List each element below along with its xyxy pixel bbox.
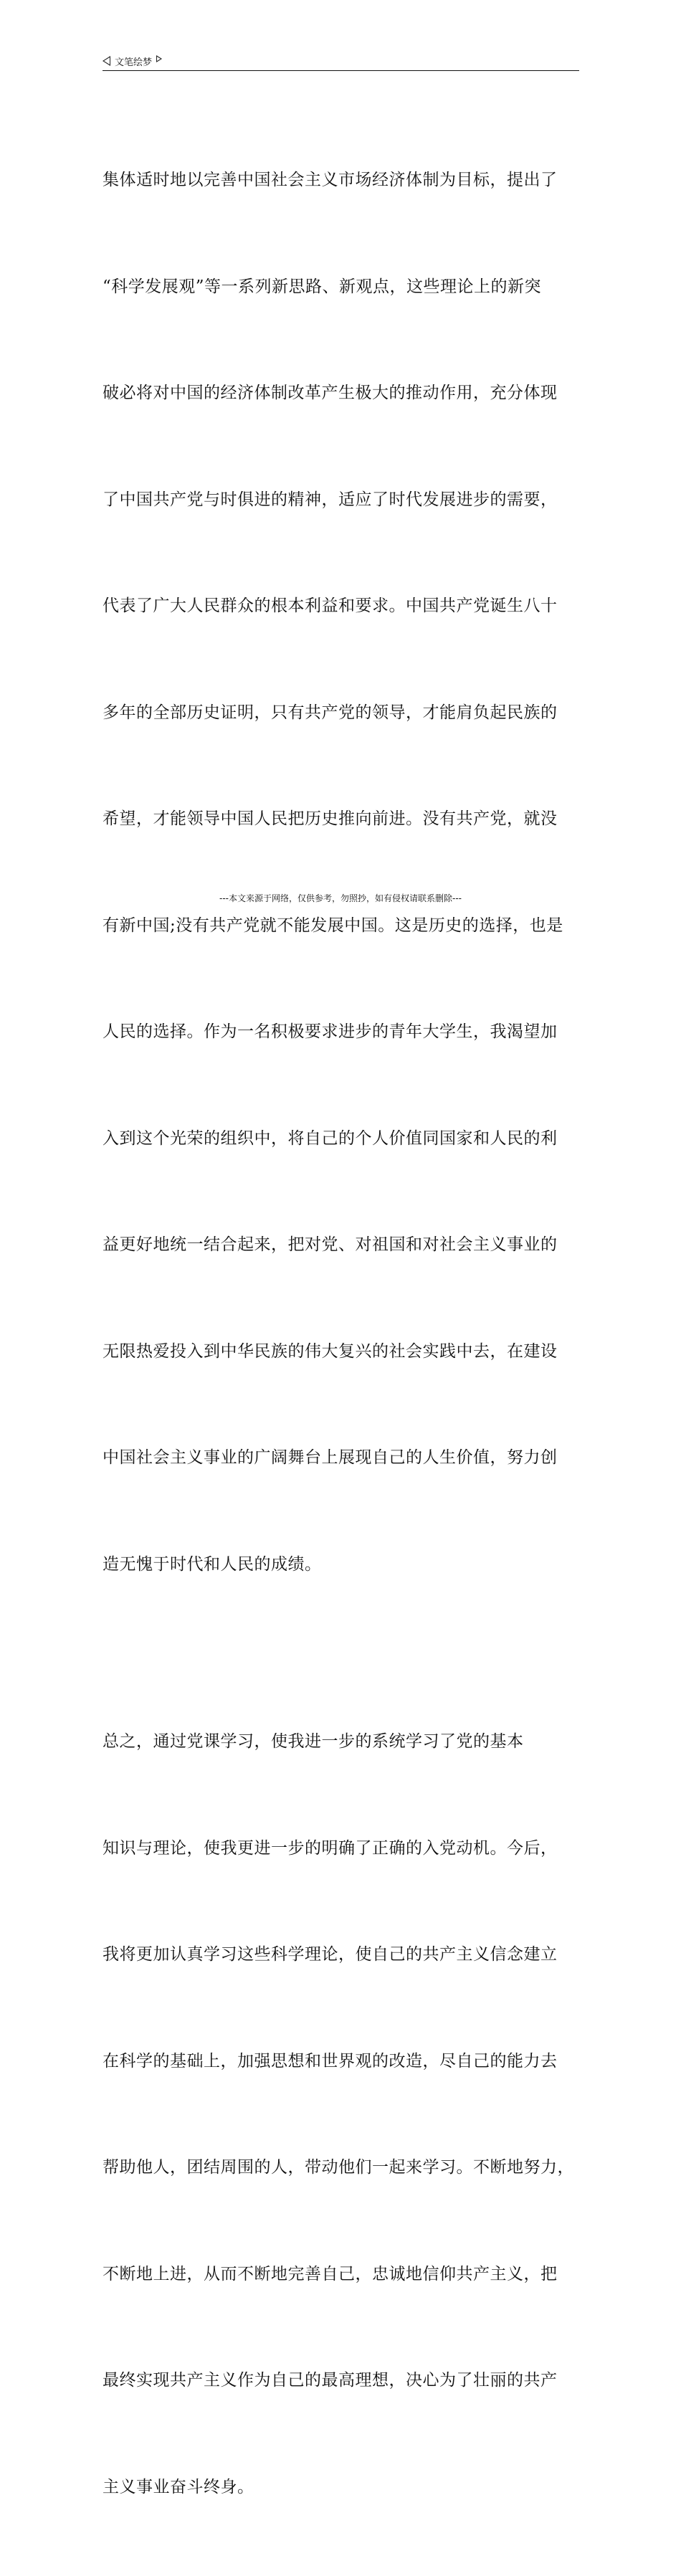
text-line: 最终实现共产主义作为自己的最高理想，决心为了壮丽的共产 bbox=[103, 2371, 558, 2390]
header-title: 文笔绘梦 bbox=[115, 57, 153, 68]
text-line: 有新中国;没有共产党就不能发展中国。这是历史的选择，也是 bbox=[103, 916, 563, 935]
text-line: 总之，通过党课学习，使我进一步的系统学习了党的基本 bbox=[103, 1732, 524, 1751]
triangle-left-icon bbox=[103, 56, 110, 66]
header-rule bbox=[103, 70, 579, 71]
text-line: 益更好地统一结合起来，把对党、对祖国和对社会主义事业的 bbox=[103, 1235, 558, 1254]
text-line: 破必将对中国的经济体制改革产生极大的推动作用，充分体现 bbox=[103, 384, 558, 402]
text-line: 无限热爱投入到中华民族的伟大复兴的社会实践中去，在建设 bbox=[103, 1341, 558, 1361]
text-line: 知识与理论，使我更进一步的明确了正确的入党动机。今后， bbox=[103, 1838, 558, 1858]
text-line: 入到这个光荣的组织中，将自己的个人价值同国家和人民的利 bbox=[103, 1128, 558, 1148]
text-line: 在科学的基础上，加强思想和世界观的改造，尽自己的能力去 bbox=[103, 2051, 558, 2071]
text-line: 不断地上进，从而不断地完善自己，忠诚地信仰共产主义，把 bbox=[103, 2264, 558, 2283]
body-text bbox=[103, 92, 583, 2576]
triangle-right-icon bbox=[156, 55, 162, 62]
text-line: 希望，才能领导中国人民把历史推向前进。没有共产党，就没 bbox=[103, 809, 558, 828]
text-line: “科学发展观”等一系列新思路、新观点，这些理论上的新突 bbox=[103, 277, 542, 296]
text-line: 多年的全部历史证明，只有共产党的领导，才能肩负起民族的 bbox=[103, 703, 558, 722]
text-line: 中国社会主义事业的广阔舞台上展现自己的人生价值，努力创 bbox=[103, 1448, 558, 1467]
text-line: 造无愧于时代和人民的成绩。 bbox=[103, 1554, 322, 1574]
text-line: 人民的选择。作为一名积极要求进步的青年大学生，我渴望加 bbox=[103, 1022, 558, 1041]
paragraph-1 bbox=[103, 92, 583, 1653]
footer-disclaimer: ---本文来源于网络，仅供参考，勿照抄，如有侵权请联系删除--- bbox=[219, 893, 462, 903]
page-header bbox=[103, 53, 579, 69]
text-line: 帮助他人，团结周围的人，带动他们一起来学习。不断地努力， bbox=[103, 2158, 574, 2177]
text-line: 主义事业奋斗终身。 bbox=[103, 2477, 254, 2496]
text-line: 我将更加认真学习这些科学理论，使自己的共产主义信念建立 bbox=[103, 1945, 558, 1964]
text-line: 集体适时地以完善中国社会主义市场经济体制为目标，提出了 bbox=[103, 171, 558, 189]
text-line: 代表了广大人民群众的根本利益和要求。中国共产党诞生八十 bbox=[103, 597, 558, 615]
paragraph-2 bbox=[103, 1653, 583, 2576]
text-line: 了中国共产党与时俱进的精神，适应了时代发展进步的需要， bbox=[103, 490, 558, 509]
